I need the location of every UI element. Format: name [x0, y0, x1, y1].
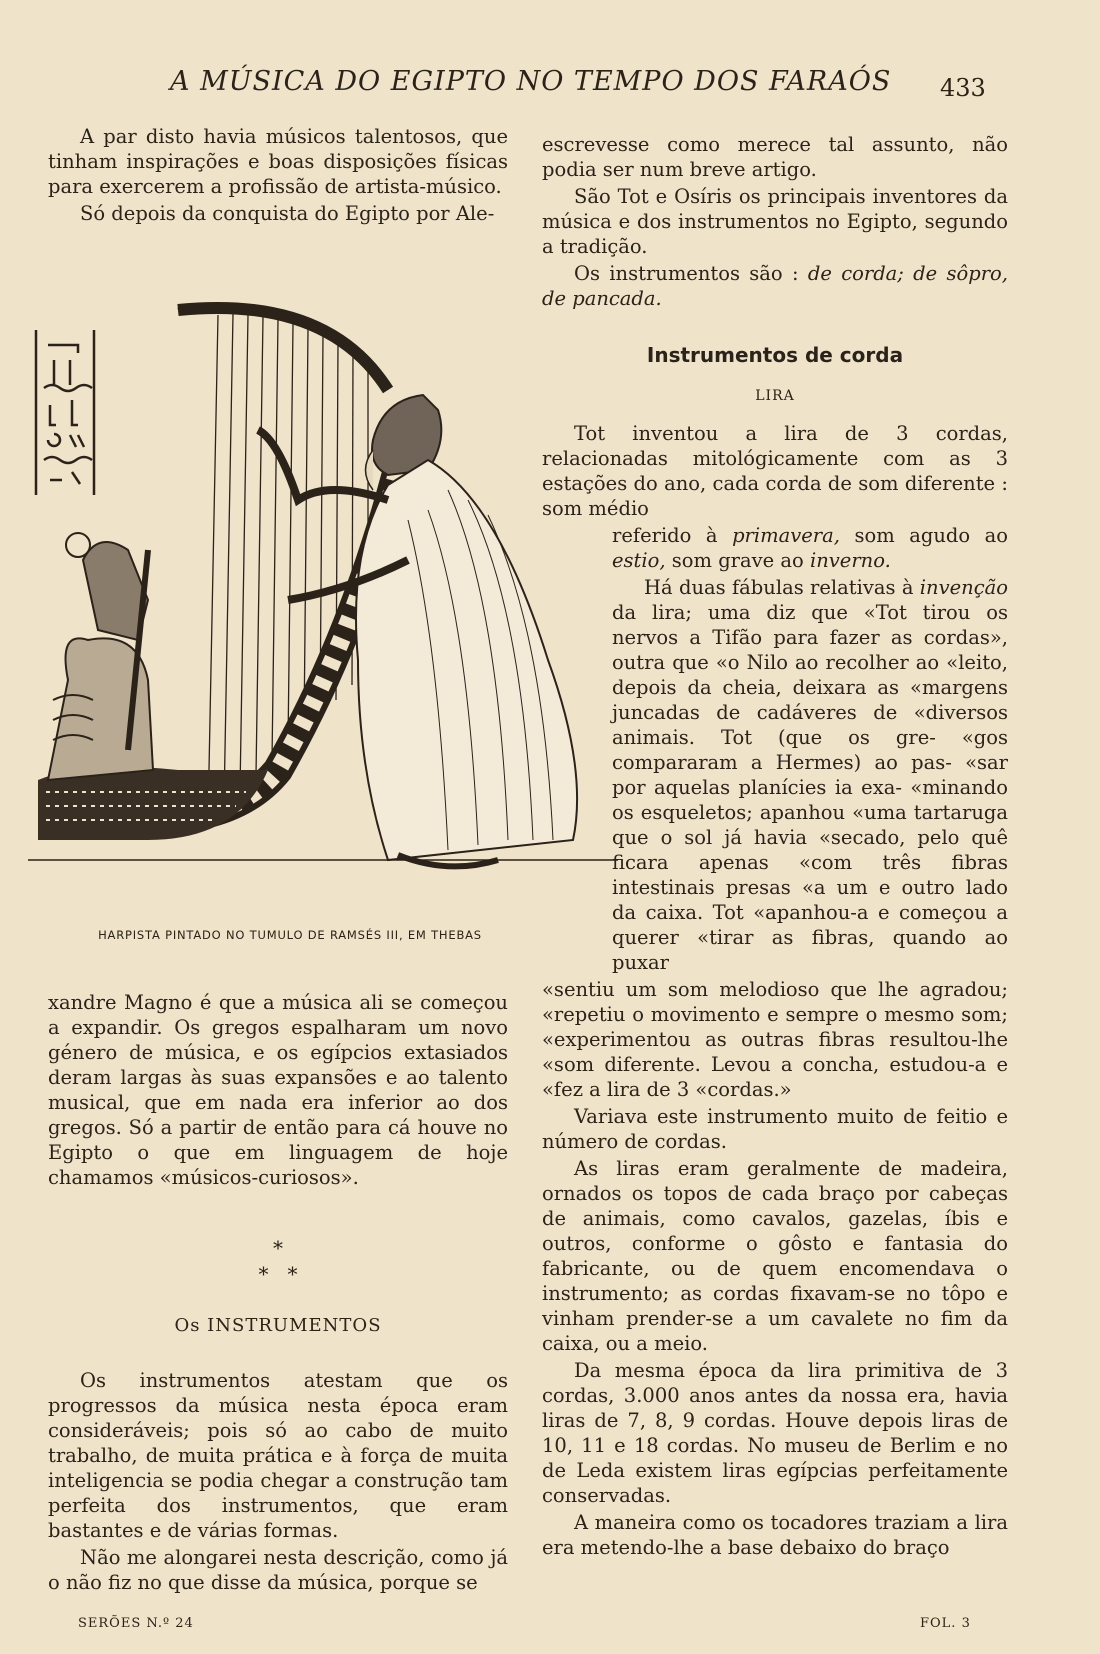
paragraph: As liras eram geralmente de madeira, ornados os topos de cada braço por cabeças de animais, como cavalos, gazelas, íbis e outros, conforme o gôsto e fantasia do fabricante, ou de quem encomendava o instrumento; as cordas fixavam-se no tôpo e vinham prender-se a um cavalete no fim da caixa, ou a meio.	[542, 1157, 1008, 1355]
paragraph: xandre Magno é que a música ali se começou a expandir. Os gregos espalharam um novo género de música, e os egípcios extasiados deram largas às suas expansões e ao talento musical, que em nada era inferior ao dos gregos. Só a partir de então para cá houve no Egipto o que em linguagem de hoje chamamos «músicos-curiosos».	[48, 991, 508, 1189]
text: da lira; uma diz que «Tot tirou os nervos a Tifão para fazer as cordas», outra que «o Nilo ao recolher ao «leito, depois da cheia, deixara as «margens juncadas de cadáveres de «diversos animais. Tot (que os gre- «gos compararam a Hermes) ao pas- «sar por aquelas planícies ia exa- «minando os esqueletos; apanhou «uma tartaruga que o sol já havia «secado, pelo quê ficara apenas «com três fibras intestinais presas «a um e outro lado da caixa. Tot «apanhou-a e começou a querer «tirar as fibras, quando ao puxar	[612, 601, 1008, 974]
star-top: *	[273, 1236, 283, 1260]
text: som grave ao	[671, 549, 804, 572]
paragraph: Os instrumentos atestam que os progressos da música nesta época eram consideráveis; pois só ao cabo de muito trabalho, de muita prática e à força de muita inteligencia se podia chegar a construção tam perfeita dos instrumentos, que eram bastantes e de várias formas.	[48, 1369, 508, 1542]
text: referido à	[612, 524, 718, 547]
italic-text: inverno.	[809, 549, 891, 572]
paragraph: A maneira como os tocadores traziam a lira era metendo-lhe a base debaixo do braço	[542, 1511, 1008, 1559]
left-column-bottom	[48, 990, 508, 1190]
page-number: 433	[940, 74, 986, 102]
text: Os instrumentos são :	[574, 262, 799, 285]
left-column-instruments	[48, 1368, 508, 1595]
paragraph	[542, 261, 1008, 311]
harpist-figure-icon	[258, 395, 577, 866]
pharaoh-head-icon	[48, 533, 153, 780]
paragraph: A par disto havia músicos talentosos, que tinham inspirações e boas disposições físicas para exercerem a profissão de artista-músico.	[48, 125, 508, 198]
paragraph: Variava este instrumento muito de feitio e número de cordas.	[542, 1105, 1008, 1153]
footer-signature: SERÕES N.º 24	[78, 1616, 194, 1631]
left-column-top	[48, 124, 508, 226]
hieroglyph-column-icon	[36, 330, 94, 495]
italic-text: de corda; de sôpro, de pancada.	[542, 262, 1008, 310]
footer-folio: FOL. 3	[920, 1616, 971, 1631]
italic-text: primavera,	[732, 524, 840, 547]
right-column	[542, 132, 1008, 1560]
paragraph: Só depois da conquista do Egipto por Ale-	[80, 202, 495, 225]
paragraph: Tot inventou a lira de 3 cordas, relacionadas mitológicamente com as 3 estações do ano, cada corda de som diferente : som médio	[542, 422, 1008, 520]
paragraph: Não me alongarei nesta descrição, como já o não fiz no que disse da música, porque se	[48, 1546, 508, 1594]
section-title: Os INSTRUMENTOS	[174, 1315, 382, 1336]
stars-bottom: * *	[258, 1262, 298, 1286]
lira-heading: LIRA	[755, 388, 795, 404]
italic-text: invenção	[919, 576, 1008, 599]
italic-text: estio,	[612, 549, 666, 572]
figure-caption: HARPISTA PINTADO NO TUMULO DE RAMSÉS III, EM THEBAS	[98, 928, 482, 942]
section-break-stars	[48, 1235, 508, 1287]
subheading: Instrumentos de corda	[646, 343, 904, 367]
paragraph: Da mesma época da lira primitiva de 3 cordas, 3.000 anos antes da nossa era, havia liras de 7, 8, 9 cordas. Houve depois liras de 10, 11 e 18 cordas. No museu de Berlim e no de Leda existem liras egípcias perfeitamente conservadas.	[542, 1359, 1008, 1507]
text: Há duas fábulas relativas à	[644, 576, 914, 599]
harpist-illustration	[28, 300, 618, 912]
paragraph	[612, 575, 1008, 975]
running-header-title: A MÚSICA DO EGIPTO NO TEMPO DOS FARAÓS	[170, 66, 892, 97]
text: som agudo ao	[854, 524, 1009, 547]
paragraph: escrevesse como merece tal assunto, não podia ser num breve artigo.	[542, 133, 1008, 181]
paragraph: «sentiu um som melodioso que lhe agradou; «repetiu o movimento e sempre o mesmo som; «experimentou as outras fibras resultou-lhe «som diferente. Levou a concha, estudou-a e «fez a lira de 3 «cordas.»	[542, 978, 1008, 1101]
paragraph: São Tot e Osíris os principais inventores da música e dos instrumentos no Egipto, segundo a tradição.	[542, 185, 1008, 258]
paragraph	[612, 523, 1008, 573]
